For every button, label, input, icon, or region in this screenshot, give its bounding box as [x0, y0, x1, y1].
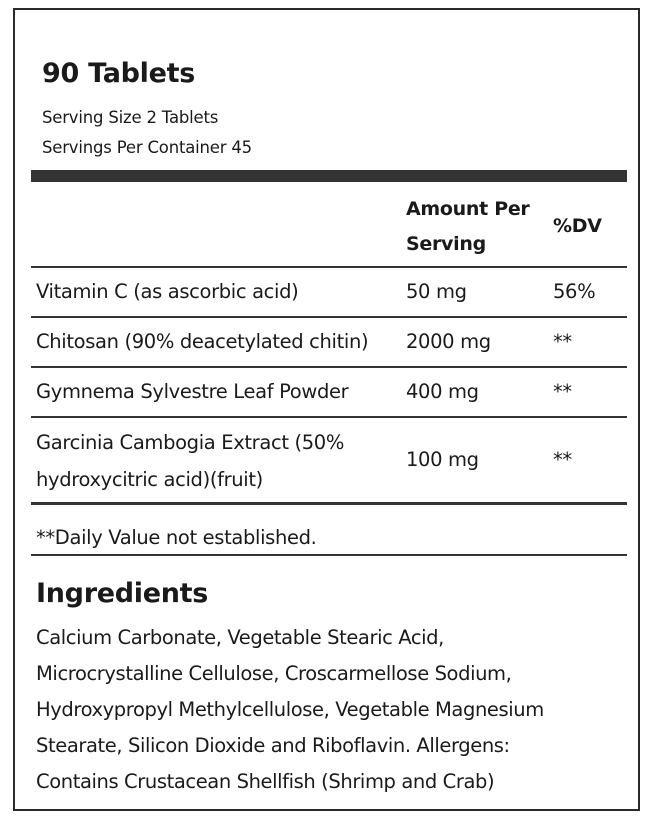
- row-chitosan-name: Chitosan (90% deacetylated chitin): [36, 330, 369, 353]
- supplement-facts-panel: [13, 8, 640, 811]
- table-rule: [31, 366, 627, 368]
- ingredients-heading: Ingredients: [36, 578, 209, 609]
- amount-header-line1: Amount Per: [406, 198, 530, 220]
- product-count-title: 90 Tablets: [42, 58, 196, 89]
- table-rule: [31, 316, 627, 318]
- footnote-rule: [31, 554, 627, 556]
- daily-value-header: %DV: [553, 215, 602, 237]
- row-vitamin-c-amount: 50 mg: [406, 280, 467, 303]
- amount-header-line2: Serving: [406, 233, 486, 255]
- ingredients-line: Hydroxypropyl Methylcellulose, Vegetable Magnesium: [36, 698, 544, 721]
- row-garcinia-name-line2: hydroxycitric acid)(fruit): [36, 468, 263, 491]
- ingredients-line: Contains Crustacean Shellfish (Shrimp and Crab): [36, 770, 495, 793]
- servings-per-container: Servings Per Container 45: [42, 138, 252, 157]
- amount-per-serving-header: [406, 192, 530, 262]
- row-garcinia-amount: 100 mg: [406, 448, 479, 471]
- row-vitamin-c-dv: 56%: [553, 280, 596, 303]
- table-bottom-rule: [31, 502, 627, 505]
- ingredients-text: [36, 620, 626, 800]
- row-gymnema-amount: 400 mg: [406, 380, 479, 403]
- row-garcinia-name-line1: Garcinia Cambogia Extract (50%: [36, 431, 345, 454]
- serving-size: Serving Size 2 Tablets: [42, 108, 219, 127]
- ingredients-line: Microcrystalline Cellulose, Croscarmellose Sodium,: [36, 662, 512, 685]
- row-vitamin-c-name: Vitamin C (as ascorbic acid): [36, 280, 299, 303]
- row-garcinia-name: [36, 424, 344, 498]
- daily-value-footnote: **Daily Value not established.: [36, 526, 317, 549]
- row-gymnema-dv: **: [553, 380, 572, 403]
- table-rule: [31, 416, 627, 418]
- ingredients-line: Calcium Carbonate, Vegetable Stearic Acid,: [36, 626, 444, 649]
- header-divider-bar: [31, 170, 627, 182]
- table-rule: [31, 266, 627, 268]
- row-chitosan-amount: 2000 mg: [406, 330, 491, 353]
- ingredients-line: Stearate, Silicon Dioxide and Riboflavin. Allergens:: [36, 734, 510, 757]
- row-gymnema-name: Gymnema Sylvestre Leaf Powder: [36, 380, 349, 403]
- row-chitosan-dv: **: [553, 330, 572, 353]
- row-garcinia-dv: **: [553, 448, 572, 471]
